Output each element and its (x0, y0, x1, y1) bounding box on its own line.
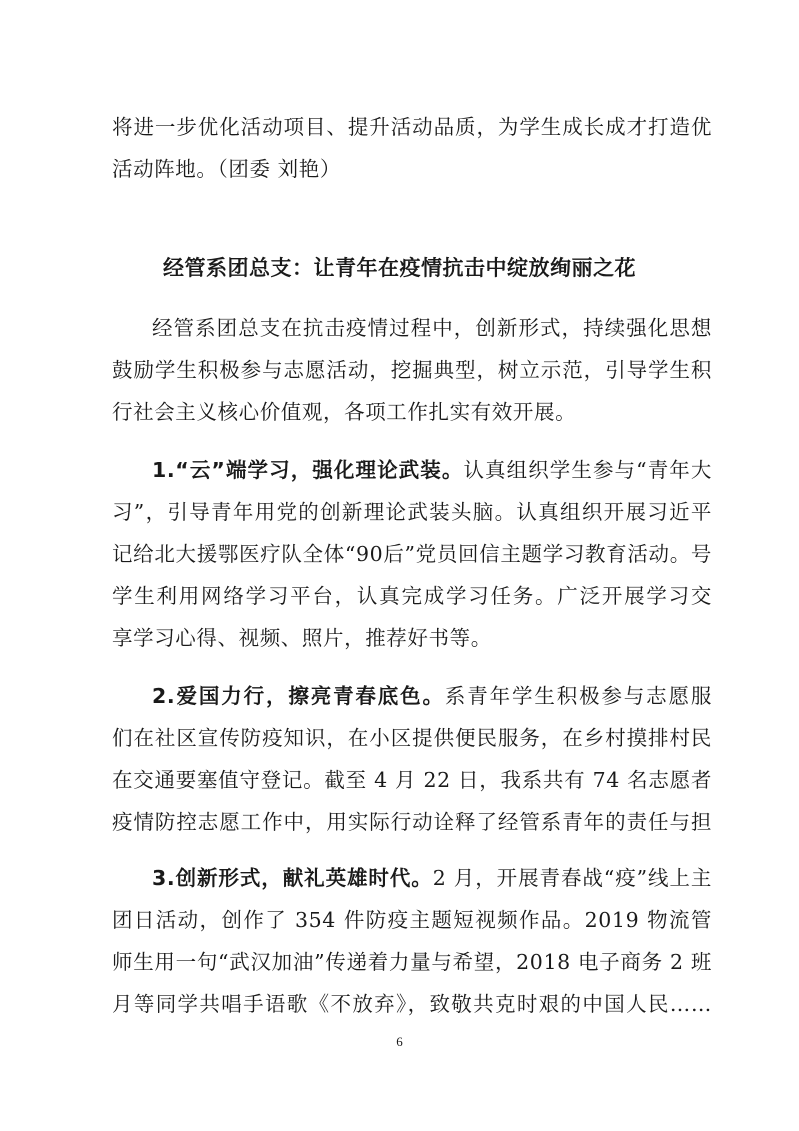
paragraph-line: 将进一步优化活动项目、提升活动品质，为学生成长成才打造优 (112, 115, 712, 139)
item-2-text: 系青年学生积极参与志愿服 (444, 684, 712, 708)
paragraph-line: 月等同学共唱手语歌《不放弃》，致敬共克时艰的中国人民…… (112, 992, 712, 1016)
item-1-title: 1.“云”端学习，强化理论武装。 (152, 458, 464, 482)
page-number: 6 (396, 1034, 403, 1049)
paragraph-line: 经管系团总支在抗击疫情过程中，创新形式，持续强化思想 (152, 316, 712, 340)
paragraph-line: 在交通要塞值守登记。截至 4 月 22 日，我系共有 74 名志愿者 (112, 768, 712, 792)
paragraph-line: 学生利用网络学习平台，认真完成学习任务。广泛开展学习交 (112, 584, 712, 608)
paragraph-line: 团日活动，创作了 354 件防疫主题短视频作品。2019 物流管 (112, 908, 712, 932)
item-1-first-line (152, 456, 712, 484)
item-2-title: 2.爱国力行，擦亮青春底色。 (152, 684, 445, 708)
paragraph-line: 行社会主义核心价值观，各项工作扎实有效开展。 (112, 400, 577, 424)
paragraph-line: 记给北大援鄂医疗队全体“90后”党员回信主题学习教育活动。号 (112, 542, 712, 566)
paragraph-line: 活动阵地。（团委 刘艳） (112, 157, 341, 181)
paragraph-line: 享学习心得、视频、照片，推荐好书等。 (112, 626, 492, 650)
paragraph-line: 习”，引导青年用党的创新理论武装头脑。认真组织开展习近平 (112, 500, 712, 524)
item-3-first-line (152, 864, 712, 892)
paragraph-line: 们在社区宣传防疫知识，在小区提供便民服务，在乡村摸排村民 (112, 726, 712, 750)
item-1-text: 认真组织学生参与“青年大 (463, 458, 712, 482)
item-3-title: 3.创新形式，献礼英雄时代。 (152, 866, 433, 890)
item-2-first-line (152, 682, 712, 710)
section-heading: 经管系团总支：让青年在疫情抗击中绽放绚丽之花 (163, 256, 636, 280)
paragraph-line: 疫情防控志愿工作中，用实际行动诠释了经管系青年的责任与担 (112, 810, 712, 834)
paragraph-line: 师生用一句“武汉加油”传递着力量与希望，2018 电子商务 2 班 (112, 950, 712, 974)
item-3-text: 2 月，开展青春战“疫”线上主 (432, 866, 712, 890)
paragraph-line: 鼓励学生积极参与志愿活动，挖掘典型，树立示范，引导学生积 (112, 358, 712, 382)
